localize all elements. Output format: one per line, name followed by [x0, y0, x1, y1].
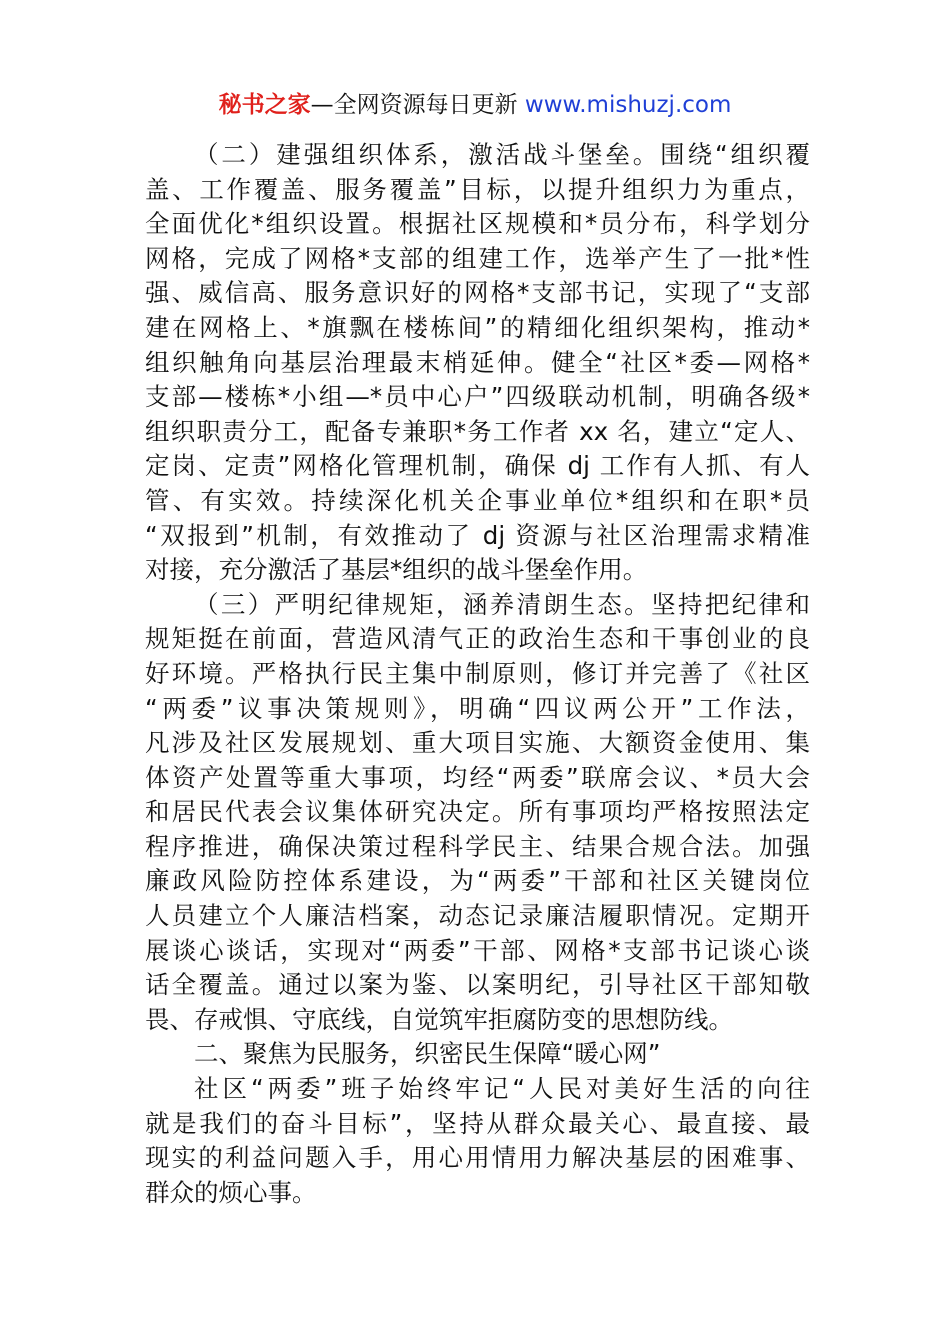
paragraph-line: （二）建强组织体系，激活战斗堡垒。围绕“组织覆: [194, 140, 810, 169]
paragraph-line: “双报到”机制，有效推动了 dj 资源与社区治理需求精准: [145, 520, 810, 550]
paragraph-line: 程序推进，确保决策过程科学民主、结果合规合法。加强: [145, 831, 810, 861]
paragraph-line: “两委”议事决策规则》，明确“四议两公开”工作法，: [145, 693, 810, 723]
paragraph-line: 话全覆盖。通过以案为鉴、以案明纪，引导社区干部知敬: [145, 970, 810, 1000]
paragraph-line: 组织触角向基层治理最末梢延伸。健全“社区*委—网格*: [145, 347, 810, 377]
paragraph-line: 强、威信高、服务意识好的网格*支部书记，实现了“支部: [145, 278, 810, 308]
paragraph-line: 建在网格上、*旗飘在楼栋间”的精细化组织架构，推动*: [145, 312, 810, 342]
document-body: [145, 138, 810, 1210]
paragraph-line: 全面优化*组织设置。根据社区规模和*员分布，科学划分: [145, 209, 810, 239]
paragraph-line: 管、有实效。持续深化机关企事业单位*组织和在职*员: [145, 485, 810, 515]
paragraph-line: 廉政风险防控体系建设，为“两委”干部和社区关键岗位: [145, 866, 810, 896]
brand-name: 秘书之家: [218, 92, 311, 118]
paragraph-line: 体资产处置等重大事项，均经“两委”联席会议、*员大会: [145, 762, 810, 792]
paragraph-line: 人员建立个人廉洁档案，动态记录廉洁履职情况。定期开: [145, 901, 810, 931]
paragraph-line: 就是我们的奋斗目标”，坚持从群众最关心、最直接、最: [145, 1108, 810, 1138]
paragraph-line: 好环境。严格执行民主集中制原则，修订并完善了《社区: [145, 658, 810, 688]
paragraph-line: （三）严明纪律规矩，涵养清朗生态。坚持把纪律和: [194, 589, 810, 619]
site-url-link[interactable]: www.mishuzj.com: [524, 92, 732, 118]
paragraph-line: 组织职责分工，配备专兼职*务工作者 xx 名，建立“定人、: [145, 416, 810, 446]
paragraph-line: 盖、工作覆盖、服务覆盖”目标，以提升组织力为重点，: [145, 174, 810, 204]
page-header: [0, 88, 950, 122]
header-tagline: —全网资源每日更新: [310, 92, 525, 118]
paragraph-line: 支部—楼栋*小组—*员中心户”四级联动机制，明确各级*: [145, 382, 810, 412]
paragraph-line: 对接，充分激活了基层*组织的战斗堡垒作用。: [145, 555, 648, 585]
paragraph-line: 群众的烦心事。: [145, 1177, 317, 1207]
paragraph-line: 规矩挺在前面，营造风清气正的政治生态和干事创业的良: [145, 624, 810, 654]
paragraph-line: 定岗、定责”网格化管理机制，确保 dj 工作有人抓、有人: [145, 451, 810, 481]
paragraph-line: 现实的利益问题入手，用心用情用力解决基层的困难事、: [145, 1143, 810, 1173]
paragraph-line: 和居民代表会议集体研究决定。所有事项均严格按照法定: [145, 797, 810, 827]
paragraph-line: 展谈心谈话，实现对“两委”干部、网格*支部书记谈心谈: [145, 935, 810, 965]
paragraph-line: 网格，完成了网格*支部的组建工作，选举产生了一批*性: [145, 243, 810, 273]
paragraph-line: 社区“两委”班子始终牢记“人民对美好生活的向往: [194, 1074, 810, 1104]
section-heading: 二、聚焦为民服务，织密民生保障“暖心网”: [194, 1039, 661, 1069]
paragraph-line: 凡涉及社区发展规划、重大项目实施、大额资金使用、集: [145, 728, 810, 758]
paragraph-line: 畏、存戒惧、守底线，自觉筑牢拒腐防变的思想防线。: [145, 1004, 733, 1034]
